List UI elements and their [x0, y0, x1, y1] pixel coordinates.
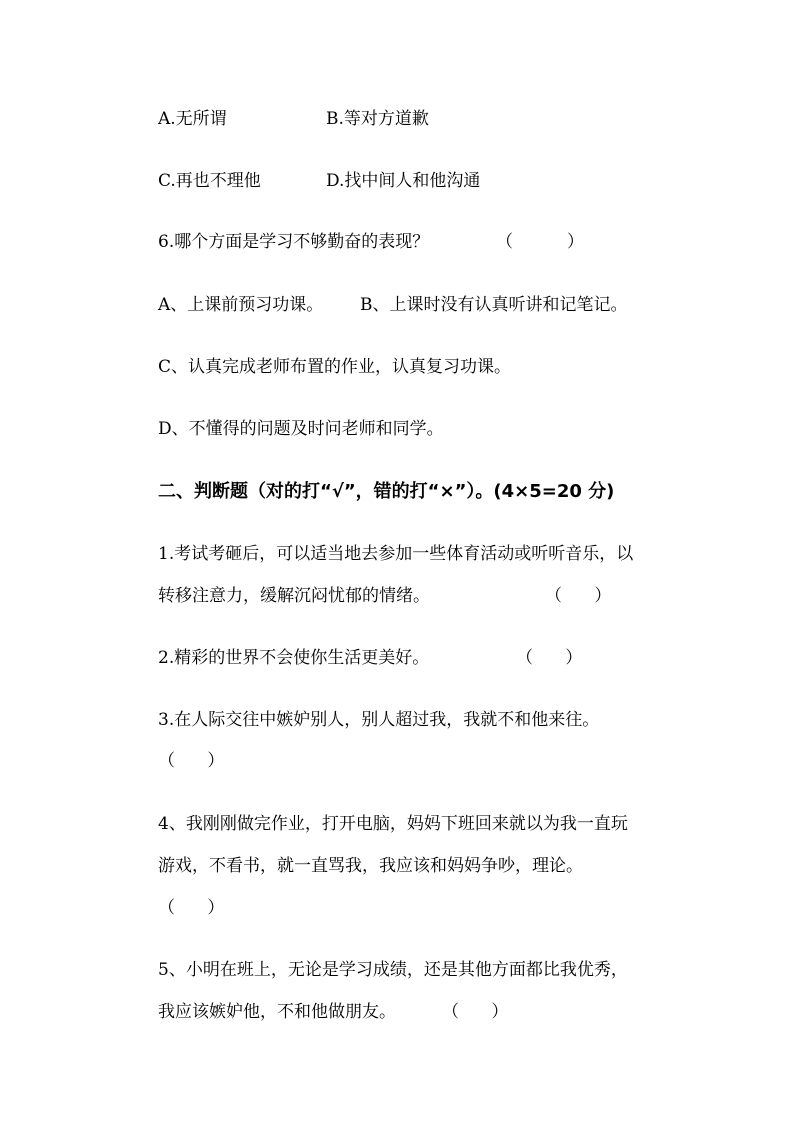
- q6-answer-blank[interactable]: （ ）: [496, 232, 585, 252]
- section-heading: 二、判断题（对的打“√”，错的打“×”）。(4×5=20 分): [158, 481, 615, 502]
- item1-line2: 转移注意力，缓解沉闷忧郁的情绪。: [158, 586, 430, 606]
- item3-text: 3.在人际交往中嫉妒别人，别人超过我，我就不和他来往。: [158, 710, 600, 730]
- item4-line1: 4、我刚刚做完作业，打开电脑，妈妈下班回来就以为我一直玩: [158, 814, 628, 834]
- item4-answer-blank[interactable]: （ ）: [158, 898, 225, 918]
- item5-line2: 我应该嫉妒他，不和他做朋友。: [158, 1002, 396, 1022]
- item4-line2: 游戏，不看书，就一直骂我，我应该和妈妈争吵，理论。: [158, 856, 583, 876]
- q6-option-a: A、上课前预习功课。: [158, 295, 324, 315]
- item2-answer-blank[interactable]: （ ）: [516, 648, 583, 668]
- item1-answer-blank[interactable]: （ ）: [545, 586, 612, 606]
- q6-stem: 6.哪个方面是学习不够勤奋的表现？: [158, 232, 430, 252]
- q5-option-d: D.找中间人和他沟通: [326, 171, 481, 191]
- q6-option-b: B、上课时没有认真听讲和记笔记。: [360, 295, 628, 315]
- q5-option-a: A.无所谓: [158, 109, 227, 129]
- q5-option-b: B.等对方道歉: [326, 109, 429, 129]
- item5-line1: 5、小明在班上，无论是学习成绩，还是其他方面都比我优秀，: [158, 960, 628, 980]
- item2-text: 2.精彩的世界不会使你生活更美好。: [158, 648, 430, 668]
- q6-option-c: C、认真完成老师布置的作业，认真复习功课。: [158, 357, 512, 377]
- item1-line1: 1.考试考砸后，可以适当地去参加一些体育活动或听听音乐，以: [158, 544, 634, 564]
- item5-answer-blank[interactable]: （ ）: [442, 1002, 509, 1022]
- item3-answer-blank[interactable]: （ ）: [158, 751, 225, 771]
- q6-option-d: D、不懂得的问题及时问老师和同学。: [158, 419, 444, 439]
- q5-option-c: C.再也不理他: [158, 171, 261, 191]
